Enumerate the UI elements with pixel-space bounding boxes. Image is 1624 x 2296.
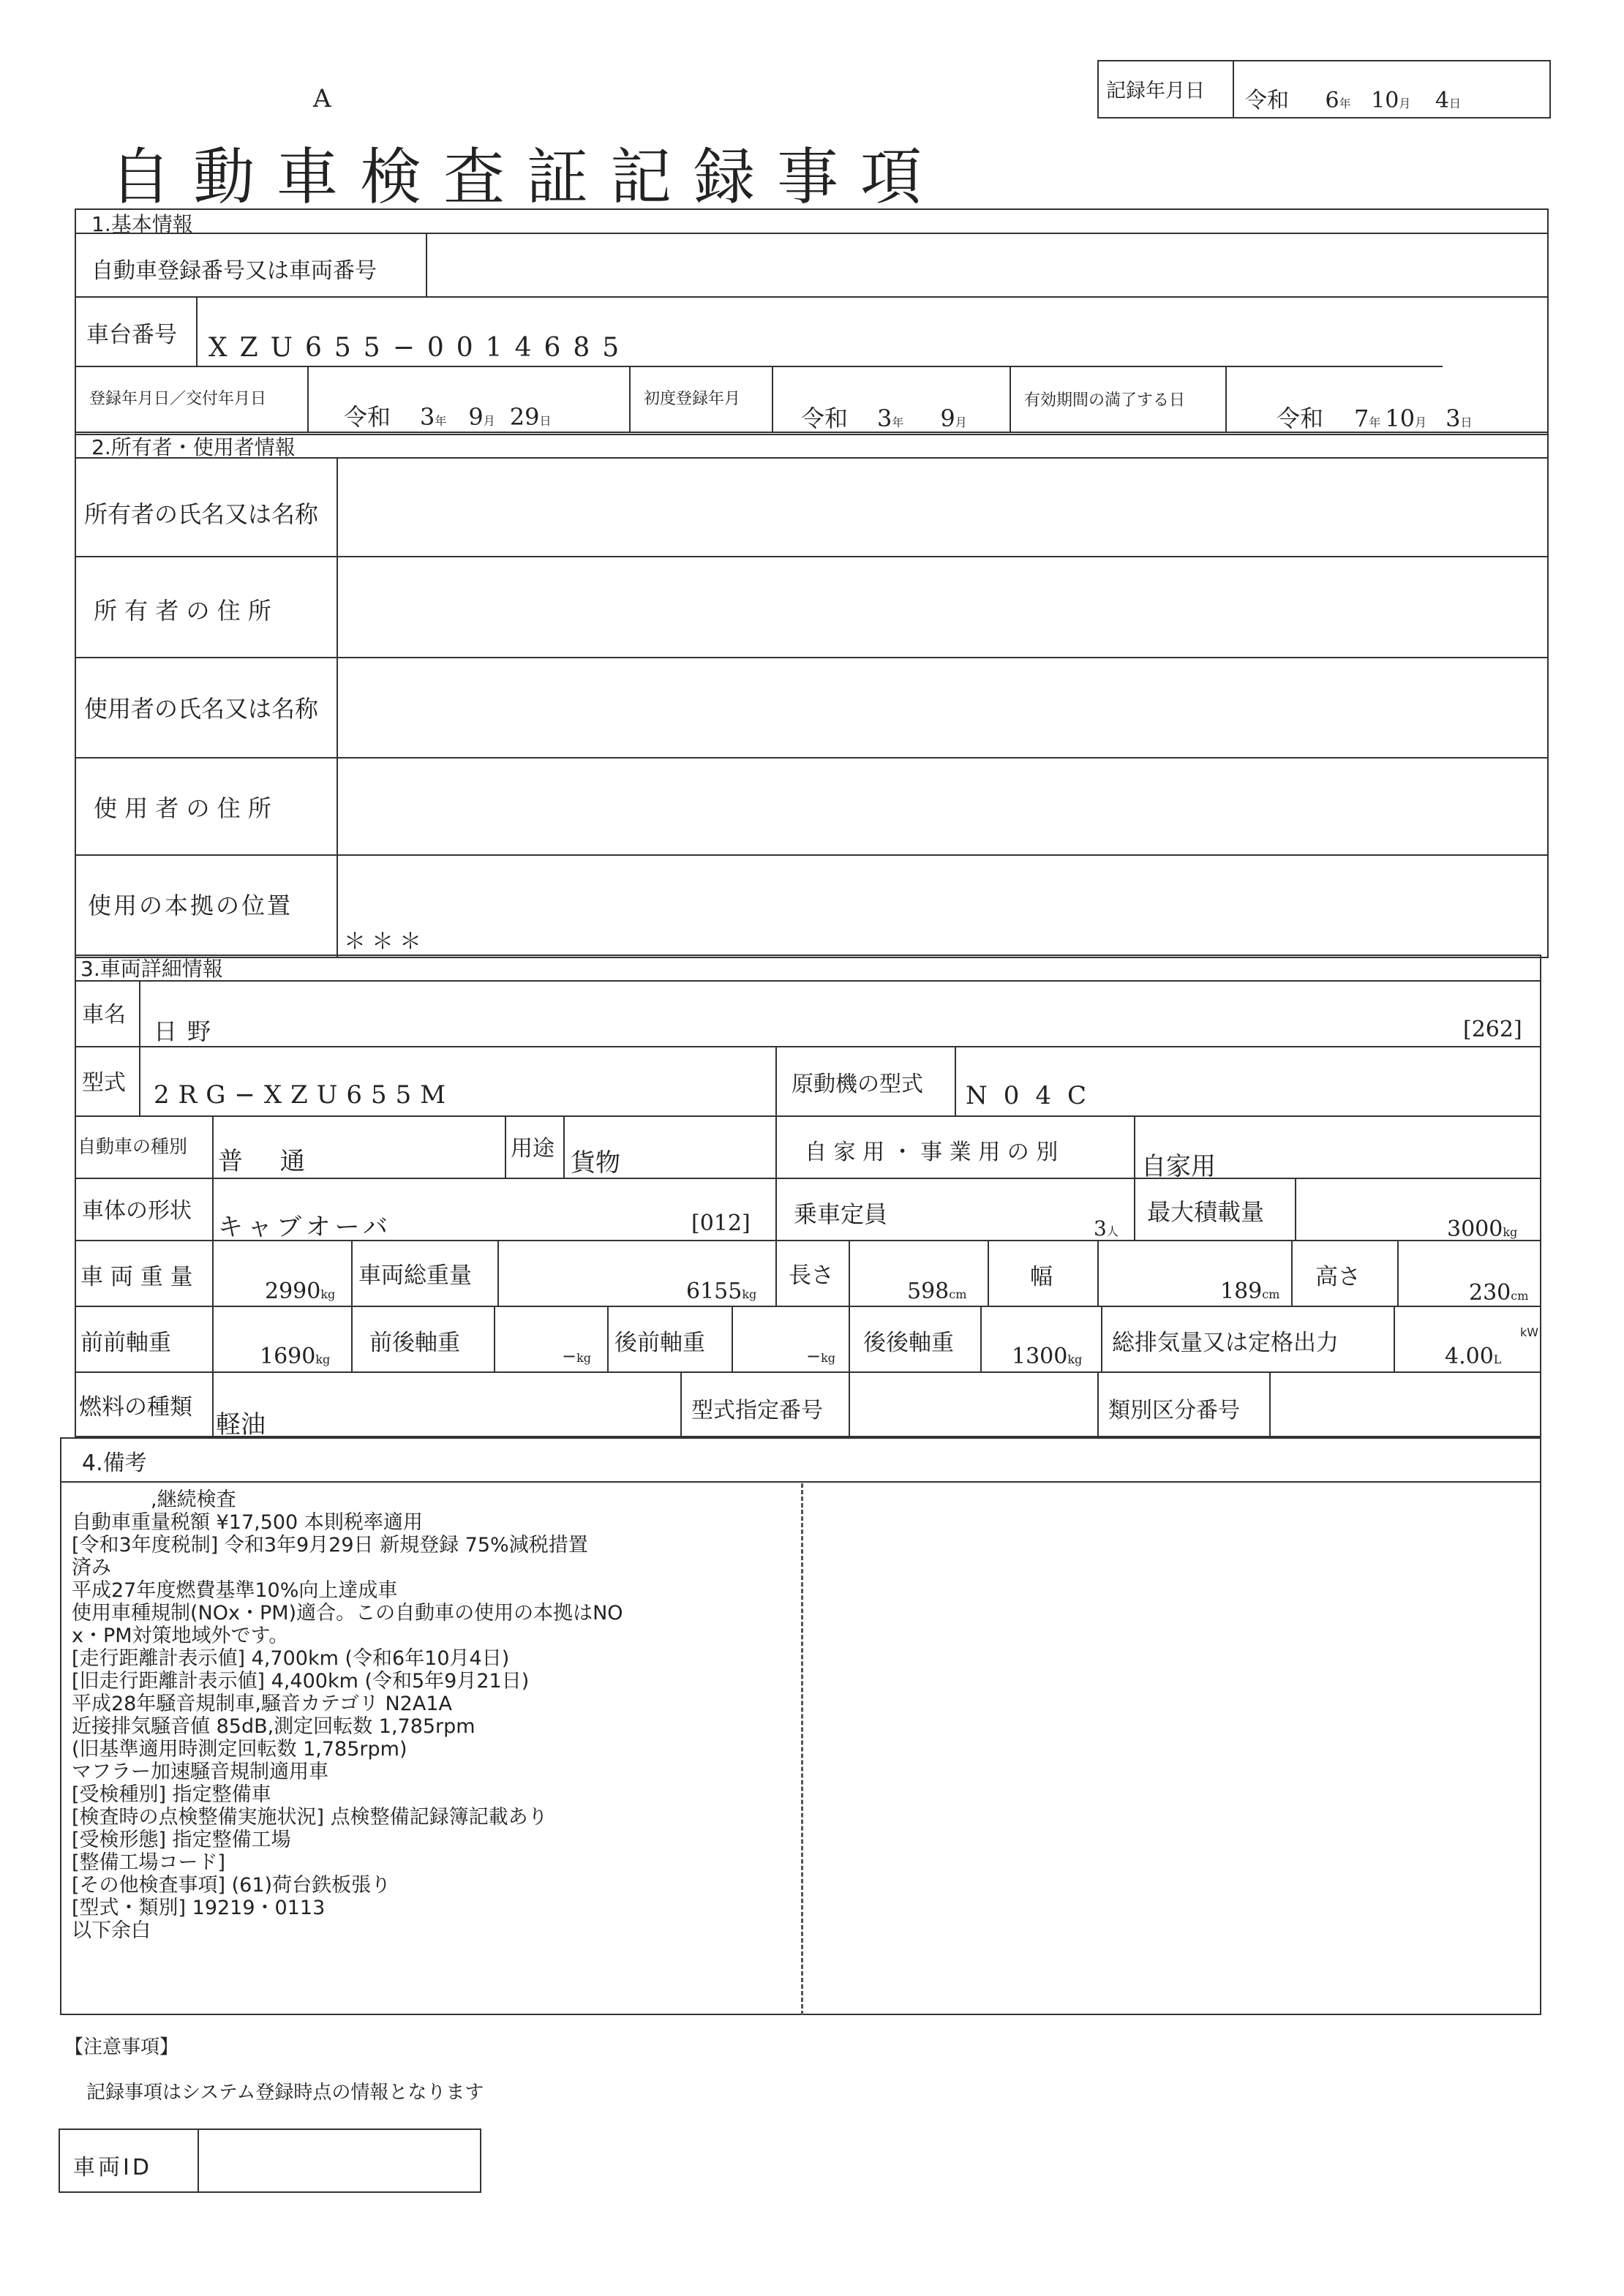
engine-model-label: 原動機の型式 <box>792 1072 923 1097</box>
expiry-date: 令和 7年 10月 3日 <box>1277 404 1473 432</box>
notes-title: 【注意事項】 <box>64 2036 179 2058</box>
body-value: キャブオーバ <box>218 1213 392 1242</box>
ff-axle-value: 1690kg <box>260 1344 331 1369</box>
section-vehicle-title: 3.車両詳細情報 <box>80 957 223 981</box>
base-location-value: ＊＊＊ <box>344 929 427 955</box>
fuel-label: 燃料の種類 <box>79 1394 192 1420</box>
fr-axle-value: −kg <box>562 1346 592 1366</box>
capacity-value: 3人 <box>1094 1216 1119 1241</box>
use-value: 貨物 <box>571 1148 620 1178</box>
use-label: 用途 <box>511 1136 555 1162</box>
ff-axle-label: 前前軸重 <box>80 1330 171 1356</box>
record-date-label: 記録年月日 <box>1106 80 1205 102</box>
vehicle-name-label: 車名 <box>82 1002 126 1028</box>
page-title: 自動車検査証記録事項 <box>110 141 944 213</box>
fuel-value: 軽油 <box>216 1410 266 1439</box>
rf-axle-value: −kg <box>806 1346 836 1366</box>
weight-label: 車 両 重 量 <box>80 1264 193 1290</box>
owner-name-label: 所有者の氏名又は名称 <box>84 500 319 528</box>
vehicle-id-label: 車両ID <box>73 2155 152 2180</box>
first-reg-date: 令和 3年 9月 <box>801 404 967 432</box>
kw-unit: kW <box>1520 1325 1539 1339</box>
user-name-label: 使用者の氏名又は名称 <box>84 695 319 723</box>
length-label: 長さ <box>789 1262 834 1289</box>
first-reg-label: 初度登録年月 <box>644 390 741 408</box>
kind-value: 普 通 <box>218 1147 320 1176</box>
body-code: [012] <box>691 1211 751 1236</box>
rr-axle-label: 後後軸重 <box>863 1330 954 1356</box>
length-value: 598cm <box>907 1279 967 1304</box>
width-label: 幅 <box>1030 1264 1053 1290</box>
body-label: 車体の形状 <box>82 1198 192 1224</box>
vehicle-name-code: [262] <box>1463 1017 1522 1042</box>
engine-model-value: N04C <box>966 1081 1103 1110</box>
expiry-label: 有効期間の満了する日 <box>1024 391 1186 410</box>
reg-date: 令和 3年 9月 29日 <box>344 403 552 431</box>
private-value: 自家用 <box>1141 1152 1216 1181</box>
record-date: 令和 6年 10月 4日 <box>1245 88 1462 113</box>
reg-date-label: 登録年月日／交付年月日 <box>89 390 267 408</box>
vehicle-name-value: 日野 <box>154 1017 222 1045</box>
displacement-label: 総排気量又は定格出力 <box>1112 1330 1339 1356</box>
section-basic-title: 1.基本情報 <box>91 212 193 236</box>
height-value: 230cm <box>1469 1280 1529 1306</box>
notes-text: 記録事項はシステム登録時点の情報となります <box>86 2082 484 2104</box>
remarks-text: ,継続検査 自動車重量税額 ¥17,500 本則税率適用 [令和3年度税制] 令和3年9月29日 新規登録 75%減税措置 済み 平成27年度燃費基準10%向上達成車 使用車種規制(NOx・PM)適合。この自動車の使用の本拠はNO x・PM対策地域外です。 [走行距離計表示値] 4,700km (令和6年10月4日) [旧走行距離計表示値] 4,400km (令和5年9月21日) 平成28年騒音規制車,騒音カテゴリ N2A1A 近接排気騒音値 85dB,測定回転数 1,785rpm (旧基準適用時測定回転数 1,785rpm) マフラー加速騒音規制適用車 [受検種別] 指定整備車 [検査時の点検整備実施状況] 点検整備記録簿記載あり [受検形態] 指定整備工場 [整備工場コード] [その他検査事項] (61)荷台鉄板張り [型式・類別] 19219・0113 以下余白 <box>72 1488 623 1942</box>
base-location-label: 使用の本拠の位置 <box>88 892 293 919</box>
kind-label: 自動車の種別 <box>78 1136 188 1157</box>
height-label: 高さ <box>1315 1264 1361 1290</box>
capacity-label: 乗車定員 <box>794 1200 888 1228</box>
user-address-label: 使 用 者 の 住 所 <box>94 794 271 822</box>
max-load-value: 3000kg <box>1447 1216 1518 1242</box>
gross-label: 車両総重量 <box>358 1262 472 1289</box>
fr-axle-label: 前後軸重 <box>369 1330 460 1356</box>
rr-axle-value: 1300kg <box>1012 1344 1083 1369</box>
model-label: 型式 <box>82 1070 126 1096</box>
model-value: 2RG−XZU655M <box>154 1080 455 1110</box>
category-label: 類別区分番号 <box>1108 1398 1240 1423</box>
width-value: 189cm <box>1220 1279 1280 1304</box>
weight-value: 2990kg <box>265 1279 336 1304</box>
private-label: 自 家 用 ・ 事 業 用 の 別 <box>805 1140 1059 1165</box>
rf-axle-label: 後前軸重 <box>614 1330 705 1356</box>
reg-number-label: 自動車登録番号又は車両番号 <box>91 258 377 284</box>
chassis-value: XZU655−0014685 <box>208 333 632 363</box>
displacement-value: 4.00L <box>1445 1344 1502 1369</box>
section-owner-title: 2.所有者・使用者情報 <box>91 435 296 459</box>
chassis-label: 車台番号 <box>86 322 177 348</box>
section-remarks-title: 4.備考 <box>82 1450 147 1476</box>
page-mark: A <box>313 84 331 113</box>
gross-value: 6155kg <box>686 1279 757 1304</box>
type-designation-label: 型式指定番号 <box>691 1398 823 1423</box>
owner-address-label: 所 有 者 の 住 所 <box>94 597 271 625</box>
max-load-label: 最大積載量 <box>1147 1198 1265 1226</box>
